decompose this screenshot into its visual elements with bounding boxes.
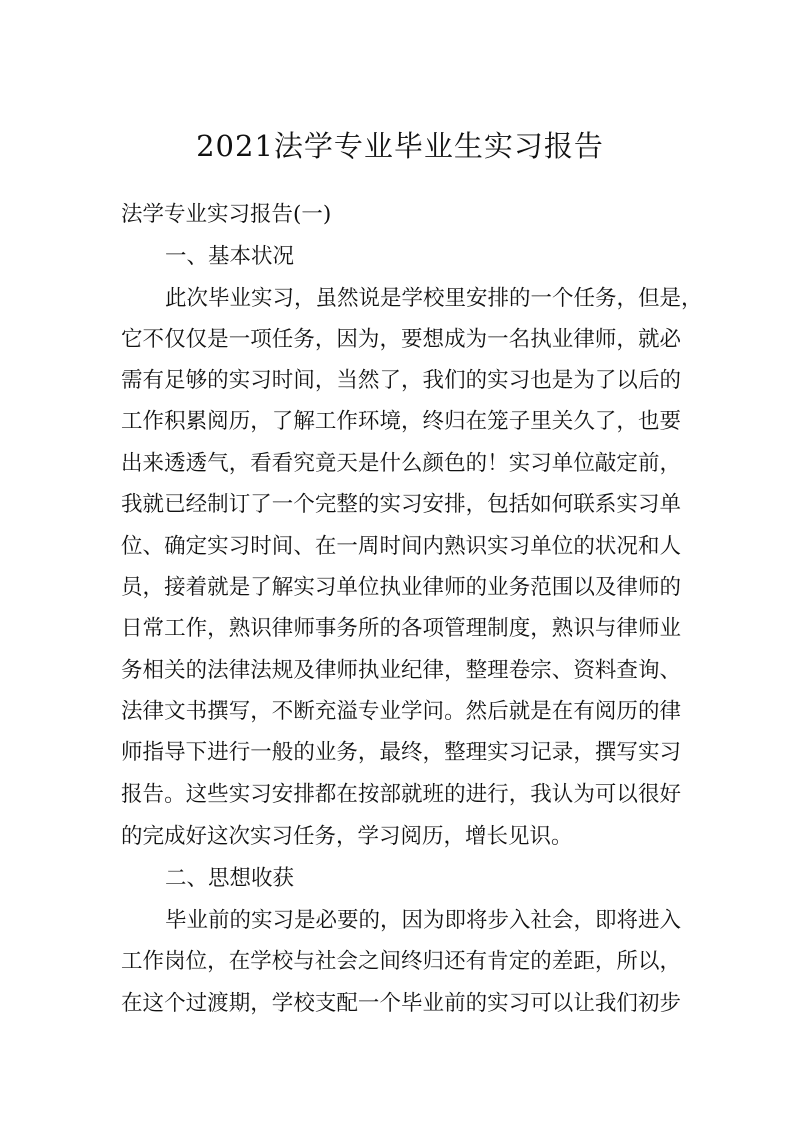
paragraph-line: 毕业前的实习是必要的，因为即将步入社会，即将进入 (165, 908, 682, 933)
paragraph-line: 师指导下进行一般的业务，最终，整理实习记录，撰写实习 (121, 740, 681, 765)
paragraph-line: 法律文书撰写，不断充溢专业学问。然后就是在有阅历的律 (121, 699, 681, 724)
paragraph-line: 的完成好这次实习任务，学习阅历，增长见识。 (121, 824, 573, 849)
paragraph-line: 位、确定实习时间、在一周时间内熟识实习单位的状况和人 (121, 534, 681, 559)
document-title: 2021法学专业毕业生实习报告 (196, 129, 604, 163)
report-subtitle: 法学专业实习报告(一) (121, 202, 332, 227)
paragraph-line: 此次毕业实习，虽然说是学校里安排的一个任务，但是， (165, 286, 703, 311)
paragraph-line: 日常工作，熟识律师事务所的各项管理制度，熟识与律师业 (121, 616, 681, 641)
paragraph-line: 需有足够的实习时间，当然了，我们的实习也是为了以后的 (121, 368, 681, 393)
section-heading-thoughts: 二、思想收获 (165, 866, 295, 891)
paragraph-line: 在这个过渡期，学校支配一个毕业前的实习可以让我们初步 (121, 991, 681, 1016)
paragraph-line: 出来透透气，看看究竟天是什么颜色的！实习单位敲定前， (121, 451, 681, 476)
paragraph-line: 员，接着就是了解实习单位执业律师的业务范围以及律师的 (121, 575, 681, 600)
paragraph-line: 务相关的法律法规及律师执业纪律，整理卷宗、资料查询、 (121, 658, 681, 683)
paragraph-line: 我就已经制订了一个完整的实习安排，包括如何联系实习单 (121, 492, 681, 517)
section-heading-basic: 一、基本状况 (165, 244, 295, 269)
paragraph-line: 报告。这些实习安排都在按部就班的进行，我认为可以很好 (121, 782, 681, 807)
paragraph-line: 它不仅仅是一项任务，因为，要想成为一名执业律师，就必 (121, 327, 681, 352)
paragraph-line: 工作岗位，在学校与社会之间终归还有肯定的差距，所以， (121, 949, 681, 974)
paragraph-line: 工作积累阅历，了解工作环境，终归在笼子里关久了，也要 (121, 409, 681, 434)
